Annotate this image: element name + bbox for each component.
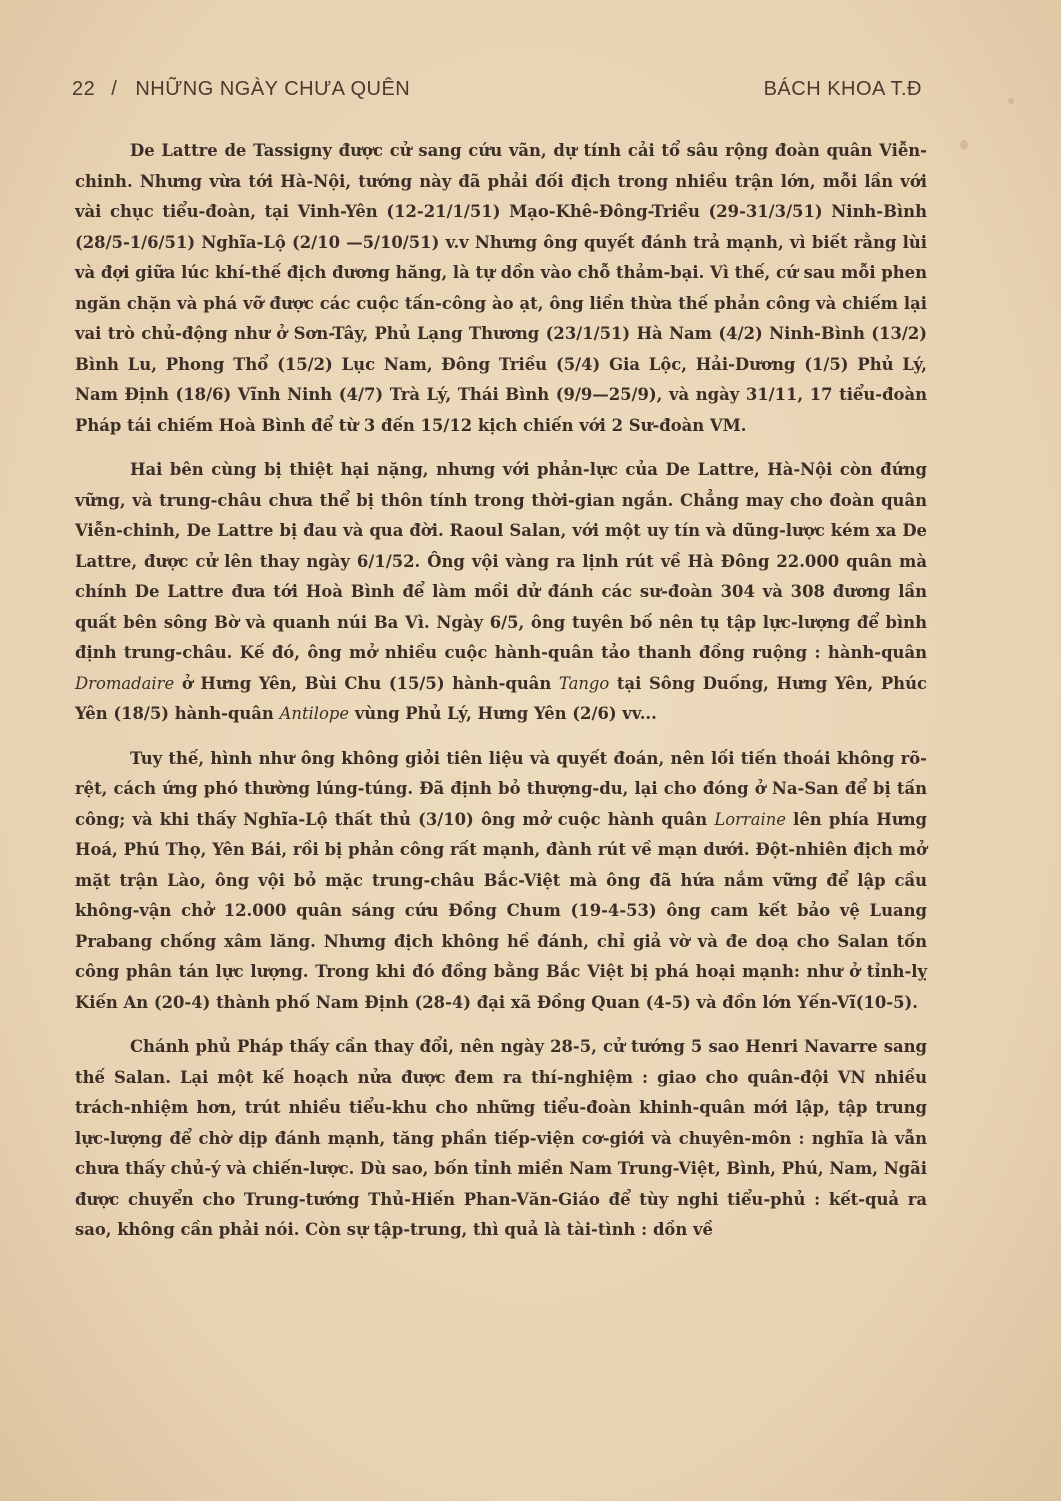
ink-smudge (960, 140, 968, 150)
paragraph-text: ở Hưng Yên, Bùi Chu (15/5) hành-quân (174, 673, 559, 693)
operation-name: Tango (558, 673, 610, 693)
operation-name: Dromadaire (75, 673, 175, 693)
paragraph-2 (75, 455, 927, 730)
paragraph-1: De Lattre de Tassigny được cử sang cứu vãn, dự tính cải tổ sâu rộng đoàn quân Viễn-chinh. Nhưng vừa tới Hà-Nội, tướng này đã phải đối địch trong nhiều trận lớn, mỗi lần với vài chục tiểu-đoàn, tại Vinh-Yên (12-21/1/51) Mạo-Khê-Đông-Triều (29-31/3/51) Ninh-Bình (28/5-1/6/51) Nghĩa-Lộ (2/10 —5/10/51) v.v Nhưng ông quyết đánh trả mạnh, vì biết rằng lùi và đợi giữa lúc khí-thế địch đương hăng, là tự dồn vào chỗ thảm-bại. Vì thế, cứ sau mỗi phen ngăn chặn và phá vỡ được các cuộc tấn-công ào ạt, ông liền thừa thế phản công và chiếm lại vai trò chủ-động như ở Sơn-Tây, Phủ Lạng Thương (23/1/51) Hà Nam (4/2) Ninh-Bình (13/2) Bình Lu, Phong Thổ (15/2) Lục Nam, Đông Triều (5/4) Gia Lộc, Hải-Dương (1/5) Phủ Lý, Nam Định (18/6) Vĩnh Ninh (4/7) Trà Lý, Thái Bình (9/9—25/9), và ngày 31/11, 17 tiểu-đoàn Pháp tái chiếm Hoà Bình để từ 3 đến 15/12 kịch chiến với 2 Sư-đoàn VM. (75, 141, 927, 435)
operation-name: Antilope (279, 704, 350, 723)
paragraph-text: lên phía Hưng Hoá, Phú Thọ, Yên Bái, rồi bị phản công rất mạnh, đành rút về mạn dưới. Đột-nhiên địch mở mặt trận Lào, ông vội bỏ mặc trung-châu Bắc-Việt mà ông đã hứa nắm vững để lập cầu không-vận chở 12.000 quân sáng cứu Đồng Chum (19-4-53) ông cam kết bảo vệ Luang Prabang chống xâm lăng. Nhưng địch không hề đánh, chỉ giả vờ và đe doạ cho Salan tốn công phân tán lực lượng. Trong khi đó đồng bằng Bắc Việt bị phá hoại mạnh: như ở tỉnh-lỵ Kiến An (20-4) thành phố Nam Định (28-4) đại xã Đồng Quan (4-5) và đồn lớn Yến-Vĩ(10-5). (75, 809, 927, 1012)
article-body (75, 136, 927, 1260)
page-header (72, 78, 932, 108)
page-number: 22 (72, 78, 96, 100)
operation-name: Lorraine (714, 809, 787, 829)
paragraph-4: Chánh phủ Pháp thấy cần thay đổi, nên ngày 28-5, cử tướng 5 sao Henri Navarre sang thế Salan. Lại một kế hoạch nửa được đem ra thí-nghiệm : giao cho quân-đội VN nhiều trách-nhiệm hơn, trút nhiều tiểu-khu cho những tiểu-đoàn khinh-quân mới lập, tập trung lực-lượng để chờ dịp đánh mạnh, tăng phần tiếp-viện cơ-giới và chuyên-môn : nghĩa là vẫn chưa thấy chủ-ý và chiến-lược. Dù sao, bốn tỉnh miền Nam Trung-Việt, Bình, Phú, Nam, Ngãi được chuyển cho Trung-tướng Thủ-Hiến Phan-Văn-Giáo để tùy nghi tiểu-phủ : kết-quả ra sao, không cần phải nói. Còn sự tập-trung, thì quả là tài-tình : dồn về (75, 1037, 927, 1239)
paragraph-text: Hai bên cùng bị thiệt hại nặng, nhưng với phản-lực của De Lattre, Hà-Nội còn đứng vững, và trung-châu chưa thể bị thôn tính trong thời-gian ngắn. Chẳng may cho đoàn quân Viễn-chinh, De Lattre bị đau và qua đời. Raoul Salan, với một uy tín và dũng-lược kém xa De Lattre, được cử lên thay ngày 6/1/52. Ông vội vàng ra lịnh rút về Hà Đông 22.000 quân mà chính De Lattre đưa tới Hoà Bình để làm mồi dử đánh các sư-đoàn 304 và 308 đương lần quất bên sông Bờ và quanh núi Ba Vì. Ngày 6/5, ông tuyên bố nên tụ tập lực-lượng để bình định trung-châu. Kế đó, ông mở nhiều cuộc hành-quân tảo thanh đồng ruộng : hành-quân (75, 460, 927, 662)
header-separator: / (111, 78, 118, 100)
paragraph-text: tại Sông Duống, Hưng Yên, Phúc Yên (18/5) hành-quân (75, 673, 927, 723)
paragraph-text: vùng Phủ Lý, Hưng Yên (2/6) vv... (349, 704, 657, 723)
paragraph-3 (75, 744, 927, 1019)
paragraph-text: Tuy thế, hình như ông không giỏi tiên liệu và quyết đoán, nên lối tiến thoái không rõ-rệt, cách ứng phó thường lúng-túng. Đã định bỏ thượng-du, lại cho đóng ở Na-San để bị tấn công; và khi thấy Nghĩa-Lộ thất thủ (3/10) ông mở cuộc hành quân (75, 748, 927, 829)
section-title: NHỮNG NGÀY CHƯA QUÊN (135, 78, 411, 100)
publication-title: BÁCH KHOA T.Đ (763, 78, 922, 100)
header-left (72, 78, 410, 101)
ink-smudge (1008, 98, 1014, 104)
